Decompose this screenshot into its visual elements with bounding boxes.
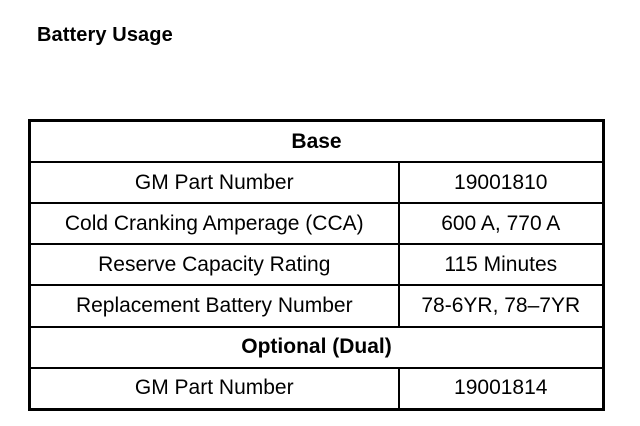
section-heading-optional: Optional (Dual)	[30, 327, 604, 368]
row-label: GM Part Number	[30, 162, 399, 203]
section-header-row	[30, 121, 604, 163]
row-value: 19001814	[399, 368, 604, 410]
table-row	[30, 162, 604, 203]
row-value: 115 Minutes	[399, 244, 604, 285]
battery-usage-table	[28, 119, 605, 411]
table-row	[30, 244, 604, 285]
page-title: Battery Usage	[37, 24, 173, 46]
table-row	[30, 368, 604, 410]
row-value: 600 A, 770 A	[399, 203, 604, 244]
table-row	[30, 203, 604, 244]
row-value: 19001810	[399, 162, 604, 203]
row-value: 78-6YR, 78–7YR	[399, 285, 604, 326]
section-header-row	[30, 327, 604, 368]
row-label: Replacement Battery Number	[30, 285, 399, 326]
row-label: GM Part Number	[30, 368, 399, 410]
row-label: Cold Cranking Amperage (CCA)	[30, 203, 399, 244]
row-label: Reserve Capacity Rating	[30, 244, 399, 285]
table-row	[30, 285, 604, 326]
section-heading-base: Base	[30, 121, 604, 163]
